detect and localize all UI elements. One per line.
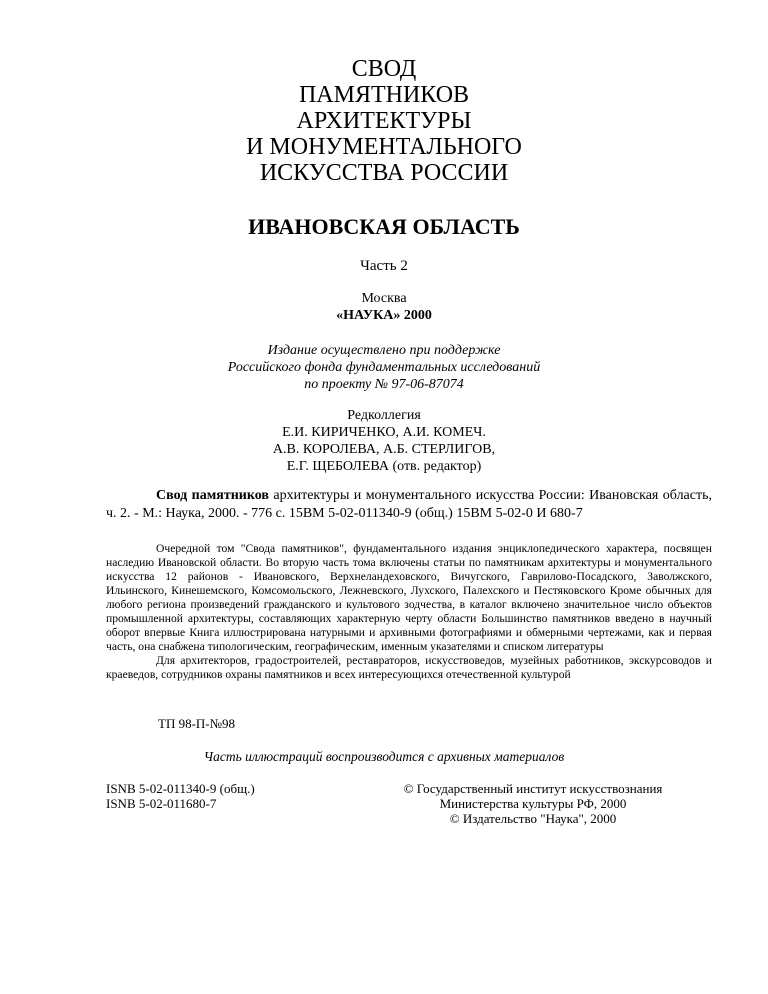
copyright-line: © Издательство "Наука", 2000 [449, 811, 617, 826]
abstract-paragraph: Очередной том "Свода памятников", фундаментального издания энциклопедического характера, посвящен наследию Ивановской области. Во вторую часть тома включены статьи по памятникам архитектуры и монументального искусства 12 районов - Ивановского, Верхнеландеховского, Вичугского, Гаврилово-Посадского, Заволжского, Ильинского, Кинешемского, Комсомольского, Лежневского, Лухского, Палехского и Пестяковского Кроме обычных для любого региона произведений гражданского и культового зодчества, в каталог включено значительное число объектов промышленной архитектуры, составляющих характерную черту области Большинство памятников введено в научный оборот впервые Книга иллюстрирована натурными и архивными фотографиями и обмерными чертежами, как и первая часть, она снабжена типологическим, географическим, именным указателями и списком литературы [106, 542, 712, 653]
isbn-line: ISNB 5-02-011680-7 [106, 796, 217, 811]
editorial-board-line: Е.И. КИРИЧЕНКО, А.И. КОМЕЧ. [282, 425, 486, 440]
copyright-line: © Государственный институт искусствознания [403, 781, 663, 796]
region-title: ИВАНОВСКАЯ ОБЛАСТЬ [248, 214, 520, 239]
bibliographic-details: архитектуры и монументального искусства России: Ивановская область, ч. 2. - М.: Наука, 2000. - 776 с. 15ВМ 5-02-011340-9 (общ.) 15ВМ 5-02-0 И 680-7 [106, 488, 712, 521]
funding-note-line: по проекту № 97-06-87074 [304, 377, 464, 392]
series-title-line: И МОНУМЕНТАЛЬНОГО [246, 134, 522, 160]
copyright-line: Министерства культуры РФ, 2000 [439, 796, 627, 811]
part-label: Часть 2 [360, 258, 408, 274]
isbn-block [106, 781, 255, 811]
editorial-board-heading: Редколлегия [347, 408, 421, 423]
bibliographic-record [106, 487, 712, 523]
abstract [106, 542, 712, 682]
publisher-city: Москва [361, 291, 407, 306]
series-title-line: ПАМЯТНИКОВ [298, 82, 470, 108]
series-title-line: ИСКУССТВА РОССИИ [259, 160, 509, 186]
funding-note [0, 342, 768, 393]
copyright-block [368, 781, 698, 826]
funding-note-line: Издание осуществлено при поддержке [267, 343, 501, 358]
illustrations-note: Часть иллюстраций воспроизводится с архивных материалов [203, 749, 565, 764]
series-title-line: СВОД [351, 56, 417, 82]
editorial-board-line: Е.Г. ЩЕБОЛЕВА (отв. редактор) [286, 459, 482, 474]
series-title [0, 56, 768, 186]
tp-code: ТП 98-П-№98 [158, 716, 236, 731]
isbn-line: ISNB 5-02-011340-9 (общ.) [106, 781, 255, 796]
publisher-name: «НАУКА» 2000 [336, 308, 432, 323]
series-title-line: АРХИТЕКТУРЫ [296, 108, 472, 134]
editorial-board [0, 407, 768, 475]
bibliographic-lead: Свод памятников [156, 488, 269, 503]
editorial-board-line: А.В. КОРОЛЕВА, А.Б. СТЕРЛИГОВ, [272, 442, 496, 457]
abstract-paragraph: Для архитекторов, градостроителей, реставраторов, искусствоведов, музейных работников, экскурсоводов и краеведов, сотрудников охраны памятников и всех интересующихся отечественной культурой [106, 654, 712, 681]
funding-note-line: Российского фонда фундаментальных исследований [227, 360, 541, 375]
